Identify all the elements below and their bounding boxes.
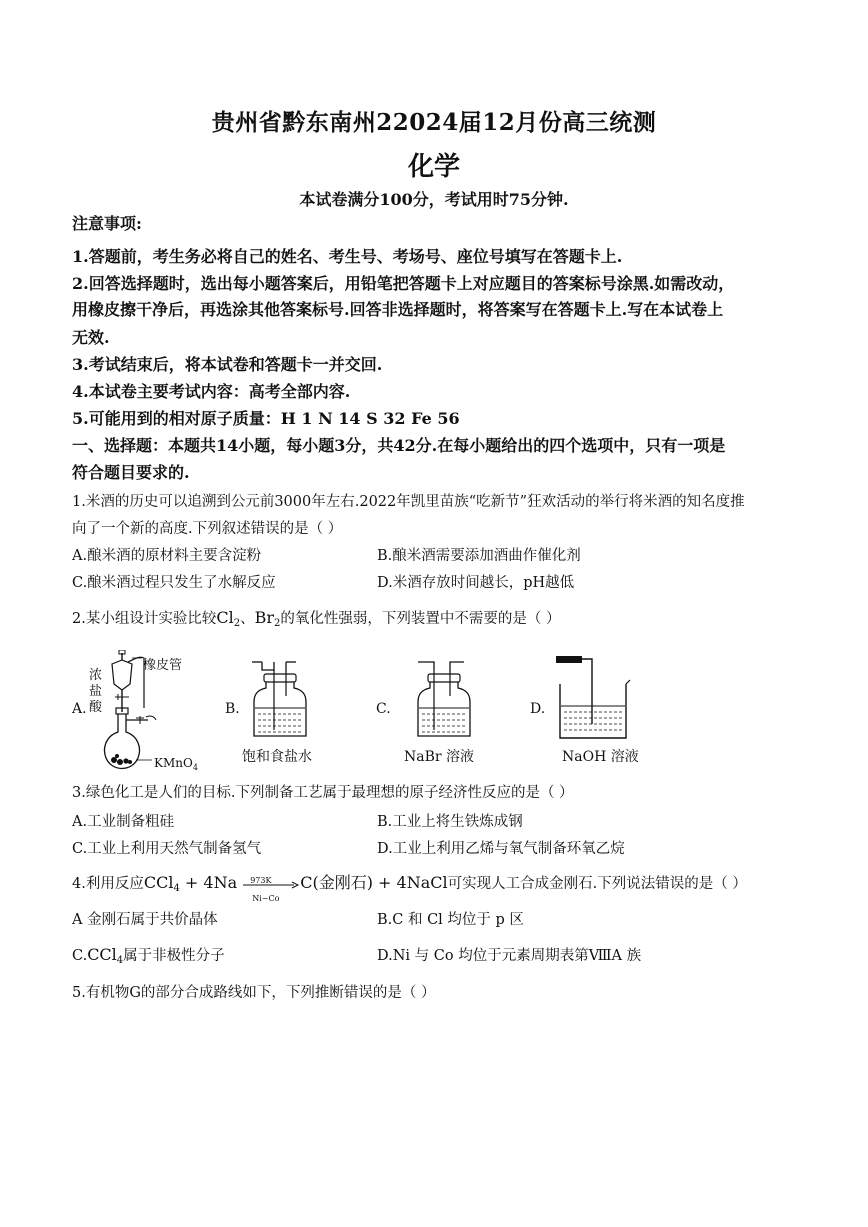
note-3: 3.考试结束后，将本试卷和答题卡一并交回. (72, 355, 383, 374)
q4-option-d: D.Ni 与 Co 均位于元素周期表第ⅧA 族 (377, 948, 642, 964)
q1-option-c: C.酿米酒过程只发生了水解反应 (72, 575, 276, 591)
q4-option-b: B.C 和 Cl 均位于 p 区 (377, 912, 524, 928)
apparatus-d-beaker (550, 654, 636, 742)
label-acid-1: 浓 (89, 668, 103, 683)
q2-stem: 2.某小组设计实验比较$Cl_2$、$Br_2$的氧化性强弱，下列装置中不需要的是（ ） (72, 608, 561, 629)
q1-option-d: D.米酒存放时间越长，pH越低 (377, 575, 575, 591)
q4-option-a: A 金刚石属于共价晶体 (72, 912, 218, 928)
q2-option-d-letter: D. (530, 701, 546, 717)
q1-stem-line1: 1.米酒的历史可以追溯到公元前3000年左右.2022年凯里苗族“吃新节”狂欢活动的举行将米酒的知名度推 (72, 494, 745, 510)
note-4: 4.本试卷主要考试内容：高考全部内容. (72, 382, 351, 401)
note-2-line3: 无效. (72, 328, 110, 347)
q4-stem: 4.利用反应CCl$_4$ + 4Na 973K Ni−Co C(金刚石) + 4NaCl可实现人工合成金刚石.下列说法错误的是（ ） (72, 873, 747, 903)
label-saturated-brine: 饱和食盐水 (242, 749, 312, 765)
note-1: 1.答题前，考生务必将自己的姓名、考生号、考场号、座位号填写在答题卡上. (72, 247, 623, 266)
apparatus-a-diagram (100, 650, 170, 775)
q4-reaction-arrow: 973K Ni−Co (242, 872, 300, 896)
label-rubber-tube: 橡皮管 (143, 658, 183, 673)
notes-heading: 注意事项: (72, 214, 142, 233)
label-nabr-solution: NaBr 溶液 (404, 749, 475, 765)
q3-stem: 3.绿色化工是人们的目标.下列制备工艺属于最理想的原子经济性反应的是（ ） (72, 785, 574, 801)
q5-stem: 5.有机物G的部分合成路线如下，下列推断错误的是（ ） (72, 985, 436, 1001)
q1-option-a: A.酿米酒的原材料主要含淀粉 (72, 548, 262, 564)
label-acid-2: 盐 (89, 684, 103, 699)
note-2-line1: 2.回答选择题时，选出每小题答案后，用铅笔把答题卡上对应题目的答案标号涂黑.如需改动， (72, 274, 735, 293)
q2-option-b-letter: B. (225, 701, 240, 717)
q3-option-a: A.工业制备粗硅 (72, 814, 175, 830)
q3-option-c: C.工业上利用天然气制备氢气 (72, 841, 262, 857)
q4-option-c-formula: CCl$_4$ (87, 945, 124, 966)
q1-option-b: B.酿米酒需要添加酒曲作催化剂 (377, 548, 581, 564)
q1-stem-line2: 向了一个新的高度.下列叙述错误的是（ ） (72, 521, 343, 537)
q4-reaction-lhs: CCl$_4$ + 4Na (143, 873, 243, 894)
section-1-heading-cont: 符合题目要求的. (72, 463, 190, 482)
apparatus-c-bottle (412, 660, 476, 740)
q2-option-a-letter: A. (72, 701, 87, 717)
label-naoh-solution: NaOH 溶液 (562, 749, 639, 765)
q3-option-d: D.工业上利用乙烯与氧气制备环氧乙烷 (377, 841, 625, 857)
q4-option-c: C.CCl$_4$属于非极性分子 (72, 945, 225, 966)
q4-reaction-rhs: C(金刚石) + 4NaCl (300, 873, 448, 892)
subject-title: 化学 (407, 152, 460, 182)
label-kmno4: KMnO$_4$ (154, 756, 198, 772)
section-1-heading: 一、选择题：本题共14小题，每小题3分，共42分.在每小题给出的四个选项中，只有一项是 (72, 436, 726, 455)
label-acid-3: 酸 (89, 700, 103, 715)
exam-title: 贵州省黔东南州22024届12月份高三统测 (211, 109, 657, 136)
q3-option-b: B.工业上将生铁炼成钢 (377, 814, 523, 830)
note-5: 5.可能用到的相对原子质量：H 1 N 14 S 32 Fe 56 (72, 409, 460, 428)
q2-option-c-letter: C. (376, 701, 391, 717)
q2-br2: $Br_2$ (254, 608, 281, 629)
q2-cl2: $Cl_2$ (216, 608, 241, 629)
apparatus-b-bottle (248, 660, 312, 740)
note-2-line2: 用橡皮擦干净后，再选涂其他答案标号.回答非选择题时，将答案写在答题卡上.写在本试卷上 (72, 300, 724, 319)
exam-info: 本试卷满分100分，考试用时75分钟. (299, 190, 569, 209)
